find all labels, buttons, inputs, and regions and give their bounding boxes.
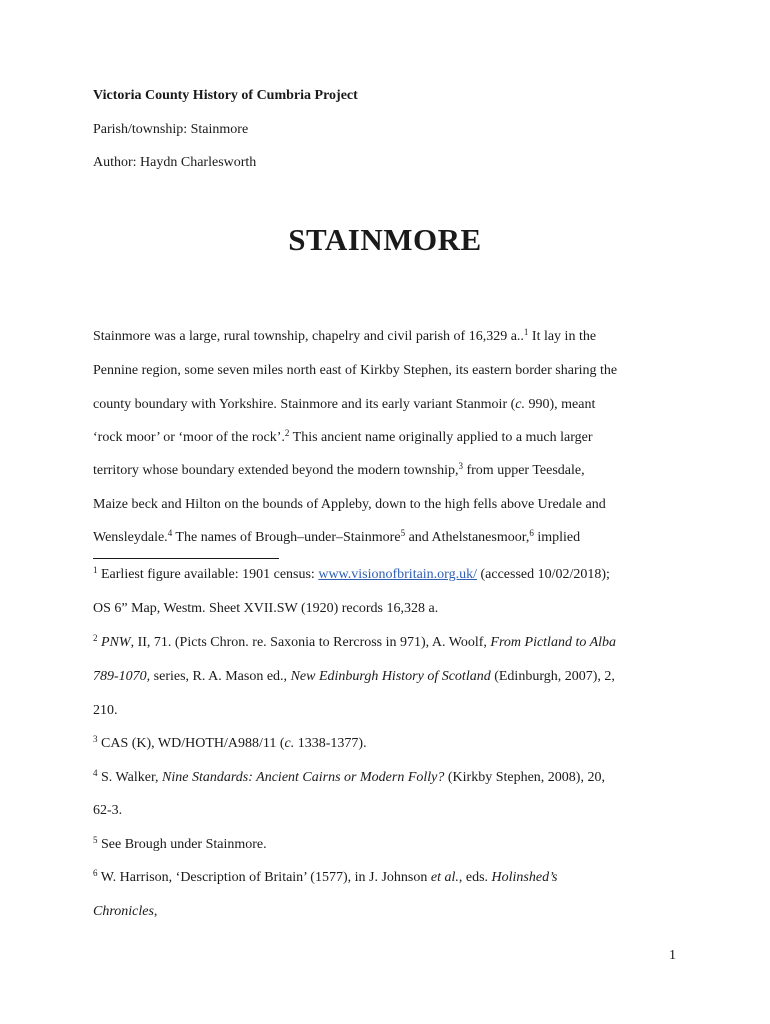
footnote-ref-1[interactable]: 1: [523, 327, 529, 337]
footnote-2-cont: 789-1070, series, R. A. Mason ed., New Edinburgh History of Scotland (Edinburgh, 2007), 2,: [93, 669, 615, 684]
footnote-6-cont: Chronicles,: [93, 904, 158, 919]
body-line-6: Maize beck and Hilton on the bounds of Appleby, down to the high fells above Uredale and: [93, 497, 606, 512]
footnote-4-cont: 62-3.: [93, 803, 123, 818]
footnote-ref-6[interactable]: 6: [529, 528, 534, 538]
footnote-2-cont-2: 210.: [93, 703, 118, 718]
footnote-ref-3[interactable]: 3: [458, 461, 463, 471]
footnote-1-cont: OS 6” Map, Westm. Sheet XVII.SW (1920) records 16,328 a.: [93, 601, 439, 616]
body-line-2: Pennine region, some seven miles north east of Kirkby Stephen, its eastern border sharing the: [93, 363, 618, 378]
footnote-1: $^1$ Earliest figure available: 1901 census: www.visionofbritain.org.uk/ (accessed 10/02/2018);: [93, 565, 610, 582]
footnote-ref-5[interactable]: 5: [400, 528, 406, 538]
footnote-5: $^5$ See Brough under Stainmore.: [93, 835, 267, 852]
footnote-2: $^2$ PNW, II, 71. (Picts Chron. re. Saxonia to Rercross in 971), A. Woolf, From Pictland to Alba: [93, 633, 617, 650]
project-title: Victoria County History of Cumbria Project: [93, 88, 358, 103]
footnote-ref-2[interactable]: 2: [284, 428, 290, 438]
body-line-7: Wensleydale.$^4$ The names of Brough–under–Stainmore$^5$ and Athelstanesmoor,$^6$ implied: [93, 528, 581, 545]
body-line-1: Stainmore was a large, rural township, chapelry and civil parish of 16,329 a..$^1$ It lay in the: [93, 327, 597, 344]
footnote-6: $^6$ W. Harrison, ‘Description of Britain’ (1577), in J. Johnson et al., eds. Holinshed’s: [93, 868, 558, 885]
footnote-3: $^3$ CAS (K), WD/HOTH/A988/11 (c. 1338-1377).: [93, 734, 367, 751]
body-line-5: territory whose boundary extended beyond the modern township,$^3$ from upper Teesdale,: [93, 461, 585, 478]
footnote-ref-4[interactable]: 4: [167, 528, 173, 538]
parish-line: Parish/township: Stainmore: [93, 122, 249, 137]
body-line-3: county boundary with Yorkshire. Stainmore and its early variant Stanmoir (c. 990), meant: [93, 397, 596, 412]
author-line: Author: Haydn Charlesworth: [93, 155, 257, 170]
document-title: STAINMORE: [288, 222, 482, 257]
body-line-4: ‘rock moor’ or ‘moor of the rock’.$^2$ This ancient name originally applied to a much larger: [93, 428, 593, 445]
footnote-separator: [93, 558, 279, 559]
page-number: 1: [669, 948, 676, 963]
footnote-4: $^4$ S. Walker, Nine Standards: Ancient Cairns or Modern Folly? (Kirkby Stephen, 2008), 20,: [93, 768, 605, 785]
visionofbritain-link[interactable]: www.visionofbritain.org.uk/: [318, 567, 477, 582]
